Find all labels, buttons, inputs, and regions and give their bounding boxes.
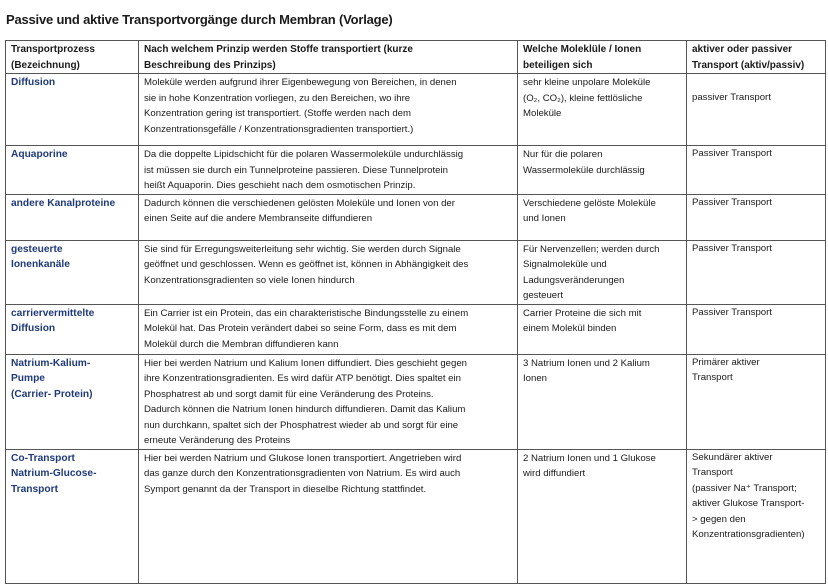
process-cell — [6, 146, 139, 195]
cell-line: Passiver Transport — [692, 196, 772, 208]
cell-line: Ionen — [523, 373, 548, 384]
cell-line: sie in hohe Konzentration vorliegen, zu den Bereichen, wo ihre — [144, 92, 411, 104]
cell-line: das ganze durch den Konzentrationsgradienten von Natrium. Es wird auch — [144, 468, 461, 479]
cell-line: Passiver Transport — [692, 242, 772, 254]
cell-line: andere Kanalproteine — [11, 197, 116, 209]
cell-line: Sekundärer aktiver — [692, 451, 773, 463]
cell-line: gesteuerte — [11, 243, 63, 255]
principle-cell — [139, 146, 518, 195]
cell-line: einem Molekül binden — [523, 323, 617, 334]
cell-line: carriervermittelte — [11, 307, 95, 319]
cell-line: sehr kleine unpolare Moleküle — [523, 77, 651, 88]
molecules-cell — [518, 240, 687, 304]
cell-line: Symport genannt da der Transport in dieselbe Richtung stattfindet. — [144, 483, 427, 495]
cell-line: Hier bei werden Natrium und Glukose Ionen transportiert. Angetrieben wird — [144, 452, 462, 464]
principle-cell — [139, 240, 518, 304]
principle-cell — [139, 194, 518, 240]
transport-type-cell — [687, 194, 826, 240]
header-line: Welche Moleklüle / Ionen — [523, 44, 642, 55]
transport-table — [5, 40, 826, 584]
cell-line: Hier bei werden Natrium und Kalium Ionen diffundiert. Dies geschieht gegen — [144, 357, 467, 369]
cell-line: gesteuert — [523, 290, 564, 301]
cell-line: Konzentrationsgradienten so viele Ionen hindurch — [144, 274, 355, 286]
cell-line: einen Seite auf die andere Membranseite diffundieren — [144, 213, 373, 224]
cell-line: Konzentrationsgefälle / Konzentrationsgradienten transportiert.) — [144, 123, 414, 135]
table-row — [6, 240, 826, 304]
cell-line: geöffnet und geschlossen. Wenn es geöffnet ist, können in Abhängigkeit des — [144, 259, 469, 270]
cell-line: > gegen den — [692, 513, 746, 525]
header-line: Transportprozess — [11, 44, 95, 55]
molecules-cell — [518, 74, 687, 146]
cell-line: Transport — [692, 372, 733, 383]
cell-line: aktiver Glukose Transport- — [692, 498, 805, 509]
cell-line: Signalmoleküle und — [523, 259, 607, 270]
header-line: aktiver oder passiver — [692, 44, 793, 55]
table-row — [6, 194, 826, 240]
cell-line: Phosphatrest ab und sorgt damit für eine Veränderung des Proteins. — [144, 388, 434, 400]
header-line: Transport (aktiv/passiv) — [692, 59, 805, 71]
cell-line: nun durchkann, spaltet sich der Phosphatrest wieder ab und sorgt für eine — [144, 419, 459, 431]
molecules-cell — [518, 354, 687, 449]
cell-line: Diffusion — [11, 77, 56, 88]
cell-line: Transport — [11, 483, 58, 495]
cell-line: Natrium-Glucose- — [11, 468, 97, 479]
cell-line: heißt Aquaporin. Dies geschieht nach dem osmotischen Prinzip. — [144, 180, 416, 191]
cell-line: Konzentration gering ist transportiert. (Stoffe werden nach dem — [144, 108, 411, 119]
cell-line: Dadurch können die verschiedenen gelösten Moleküle und Ionen von der — [144, 197, 455, 209]
cell-line: Konzentrationsgradienten) — [692, 529, 805, 540]
cell-line: passiver Transport — [692, 92, 771, 103]
cell-line: Primärer aktiver — [692, 356, 760, 368]
header-molecules — [518, 41, 687, 74]
cell-line: 2 Natrium Ionen und 1 Glukose — [523, 452, 656, 464]
cell-line: Dadurch können die Natrium Ionen hindurch diffundieren. Damit das Kalium — [144, 404, 466, 415]
cell-line: ist müssen sie durch ein Tunnelproteine passieren. Diese Tunnelprotein — [144, 164, 448, 176]
header-line: (Bezeichnung) — [11, 59, 80, 71]
process-cell — [6, 449, 139, 583]
transport-type-cell — [687, 304, 826, 354]
cell-line: Carrier Proteine die sich mit — [523, 307, 642, 319]
principle-cell — [139, 354, 518, 449]
molecules-cell — [518, 146, 687, 195]
table-row — [6, 146, 826, 195]
cell-line: 3 Natrium Ionen und 2 Kalium — [523, 357, 650, 369]
cell-line: Für Nervenzellen; werden durch — [523, 243, 660, 255]
cell-line: Passiver Transport — [692, 306, 772, 318]
cell-line: Molekül hat. Das Protein verändert dabei so seine Form, dass es mit dem — [144, 323, 457, 334]
cell-line: Moleküle — [523, 108, 562, 119]
table-row — [6, 449, 826, 583]
cell-line: (Carrier- Protein) — [11, 388, 93, 400]
cell-line: Molekül durch die Membran diffundieren kann — [144, 338, 339, 350]
header-row — [6, 41, 826, 74]
cell-line: (passiver Na⁺ Transport; — [692, 482, 797, 494]
cell-line: Nur für die polaren — [523, 149, 603, 160]
cell-line: Passiver Transport — [692, 148, 772, 159]
principle-cell — [139, 304, 518, 354]
page-title: Passive und aktive Transportvorgänge durch Membran (Vorlage) — [6, 12, 393, 27]
header-transport-type — [687, 41, 826, 74]
cell-line: Pumpe — [11, 373, 45, 384]
cell-line: wird diffundiert — [523, 468, 586, 479]
cell-line: Ionenkanäle — [11, 259, 70, 270]
cell-line: Natrium-Kalium- — [11, 357, 91, 369]
process-cell — [6, 74, 139, 146]
header-line: beteiligen sich — [523, 59, 593, 71]
cell-line: Verschiedene gelöste Moleküle — [523, 197, 656, 209]
process-cell — [6, 194, 139, 240]
principle-cell — [139, 74, 518, 146]
cell-line: Aquaporine — [11, 149, 68, 160]
principle-cell — [139, 449, 518, 583]
cell-line: Da die doppelte Lipidschicht für die polaren Wassermoleküle undurchlässig — [144, 149, 464, 160]
cell-line: Moleküle werden aufgrund ihrer Eigenbewegung von Bereichen, in denen — [144, 77, 457, 88]
cell-line: Ein Carrier ist ein Protein, das ein charakteristische Bindungsstelle zu einem — [144, 307, 469, 319]
cell-line: Sie sind für Erregungsweiterleitung sehr wichtig. Sie werden durch Signale — [144, 243, 461, 255]
cell-line: Diffusion — [11, 323, 56, 334]
table-row — [6, 354, 826, 449]
process-cell — [6, 240, 139, 304]
cell-line: ihre Konzentrationsgradienten. Es wird dafür ATP benötigt. Dies spaltet ein — [144, 373, 461, 384]
transport-type-cell — [687, 449, 826, 583]
cell-line: Transport — [692, 467, 733, 478]
cell-line: (O₂, CO₂), kleine fettlösliche — [523, 92, 643, 104]
cell-line: erneute Veränderung des Proteins — [144, 435, 291, 446]
cell-line: und Ionen — [523, 213, 566, 224]
molecules-cell — [518, 304, 687, 354]
cell-line: Ladungsveränderungen — [523, 274, 625, 286]
molecules-cell — [518, 194, 687, 240]
transport-type-cell — [687, 74, 826, 146]
header-principle — [139, 41, 518, 74]
header-process — [6, 41, 139, 74]
molecules-cell — [518, 449, 687, 583]
header-line: Nach welchem Prinzip werden Stoffe transportiert (kurze — [144, 44, 413, 55]
transport-type-cell — [687, 146, 826, 195]
cell-line: Wassermoleküle durchlässig — [523, 164, 645, 176]
table-row — [6, 74, 826, 146]
header-line: Beschreibung des Prinzips) — [144, 59, 276, 71]
transport-type-cell — [687, 240, 826, 304]
process-cell — [6, 354, 139, 449]
process-cell — [6, 304, 139, 354]
cell-line: Co-Transport — [11, 452, 75, 464]
table-row — [6, 304, 826, 354]
transport-type-cell — [687, 354, 826, 449]
